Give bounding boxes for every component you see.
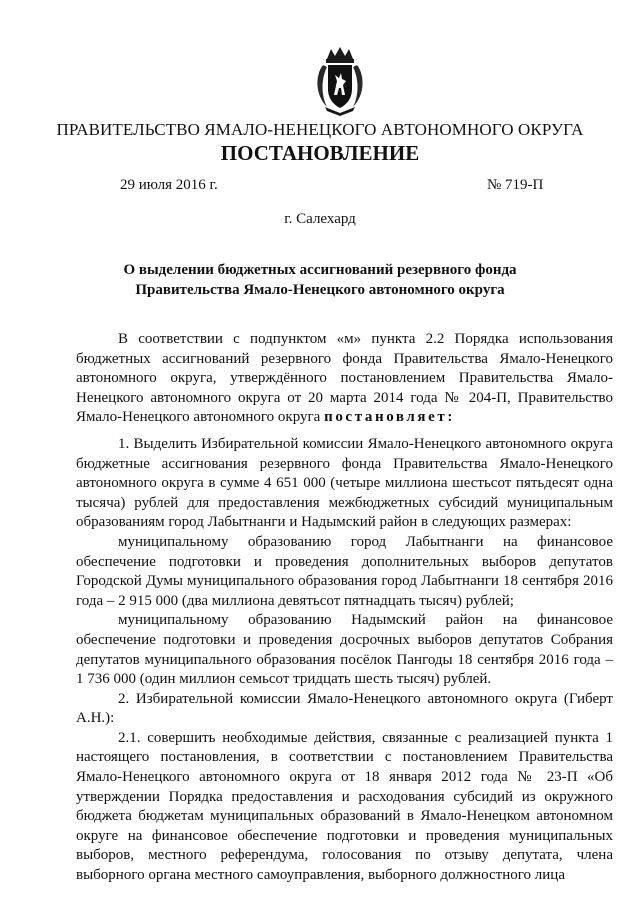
paragraph-2-1: 2.1. совершить необходимые действия, связанные с реализацией пункта 1 настоящего постановления, в соответствии с постановлением Правительства Ямало-Ненецкого автономного округа от 18 января 2012 года № 23-П «Об утверждении Порядка предоставления и расходования субсидий из окружного бюджета бюджетам муниципальных образований в Ямало-Ненецком автономном округе на финансовое обеспечение подготовки и проведения муниципальных выборов, местного референдума, голосования по отзыву депутата, члена выборного органа местного самоуправления, выборного должностного лица bbox=[76, 729, 613, 884]
document-city: г. Салехард bbox=[284, 211, 356, 227]
paragraph-2: 2. Избирательной комиссии Ямало-Ненецкого автономного округа (Гиберт А.Н.): bbox=[76, 690, 613, 727]
document-date: 29 июля 2016 г. bbox=[120, 177, 218, 193]
organization-name: ПРАВИТЕЛЬСТВО ЯМАЛО-НЕНЕЦКОГО АВТОНОМНОГО ОКРУГА bbox=[56, 120, 584, 139]
title-line-2: Правительства Ямало-Ненецкого автономного округа bbox=[135, 282, 505, 298]
document-number: № 719-П bbox=[487, 177, 544, 193]
coat-of-arms-icon bbox=[313, 45, 367, 117]
document-type: ПОСТАНОВЛЕНИЕ bbox=[220, 141, 420, 165]
preamble-text: В соответствии с подпунктом «м» пункта 2.2 Порядка использования бюджетных ассигнований резервного фонда Правительства Ямало-Ненецкого автономного округа, утверждённого постановлением Правительства Ямало-Ненецкого автономного округа от 20 марта 2014 года № 204-П, Правительство Ямало-Ненецкого автономного округа bbox=[76, 331, 613, 426]
decree-word: постановляет: bbox=[324, 409, 455, 426]
document-body bbox=[76, 330, 613, 886]
paragraph-1b: муниципальному образованию Надымский район на финансовое обеспечение подготовки и проведения досрочных выборов депутатов Собрания депутатов муниципального образования посёлок Пангоды 18 сентября 2016 года – 1 736 000 (один миллион семьсот тридцать шесть тысяч) рублей. bbox=[76, 612, 613, 688]
preamble-paragraph bbox=[76, 330, 613, 428]
document-title bbox=[0, 260, 640, 300]
paragraph-1a: муниципальному образованию город Лабытнанги на финансовое обеспечение подготовки и проведения дополнительных выборов депутатов Городской Думы муниципального образования город Лабытнанги 18 сентября 2016 года – 2 915 000 (два миллиона девятьсот пятнадцать тысяч) рублей; bbox=[76, 533, 613, 609]
paragraph-1: 1. Выделить Избирательной комиссии Ямало-Ненецкого автономного округа бюджетные ассигнования резервного фонда Правительства Ямало-Ненецкого автономного округа в сумме 4 651 000 (четыре миллиона шестьсот пятьдесят одна тысяча) рублей для предоставления межбюджетных субсидий муниципальным образованиям город Лабытнанги и Надымский район в следующих размерах: bbox=[76, 435, 613, 531]
title-line-1: О выделении бюджетных ассигнований резервного фонда bbox=[123, 262, 517, 278]
